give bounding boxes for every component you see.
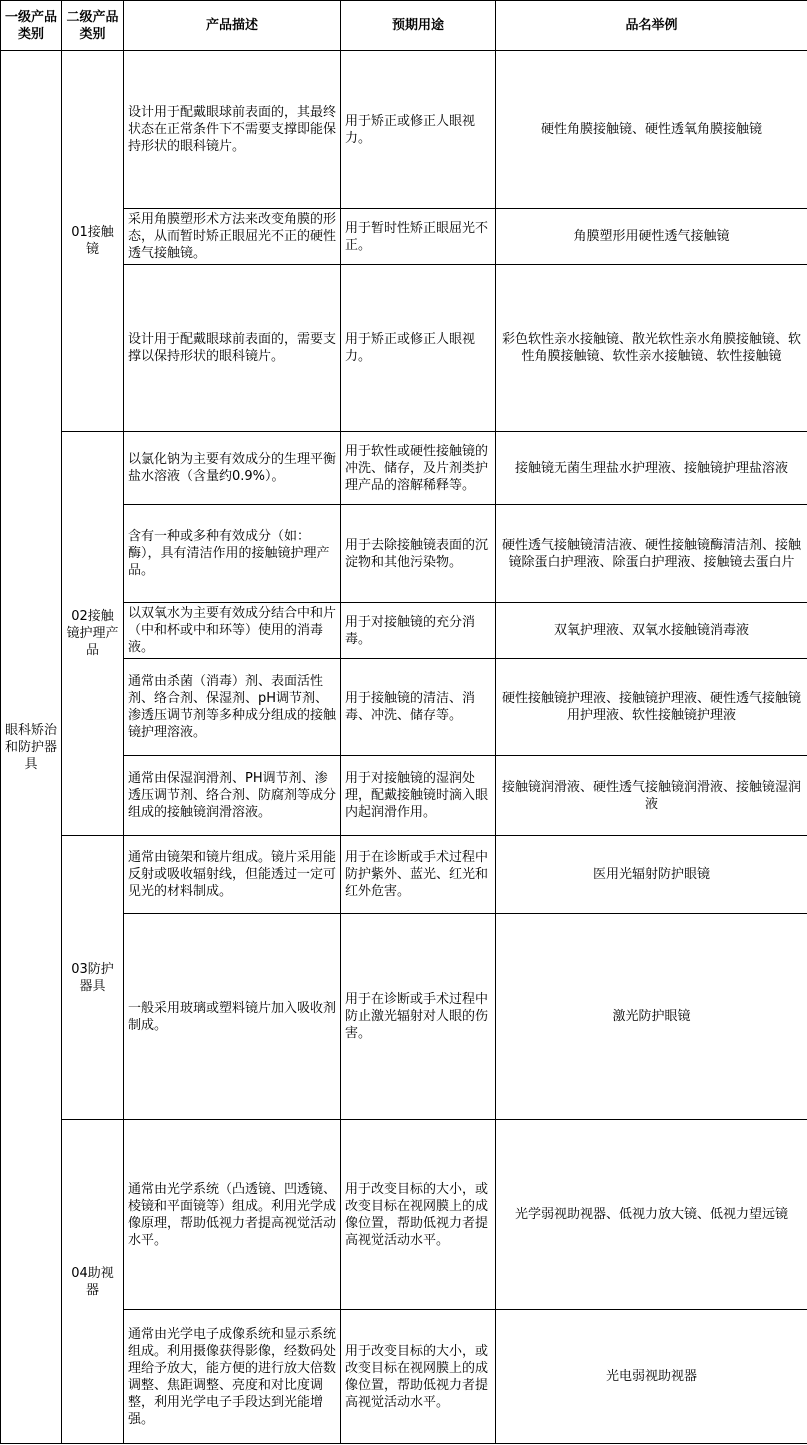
- product-examples: 硬性接触镜护理液、接触镜护理液、硬性透气接触镜用护理液、软性接触镜护理液: [496, 659, 807, 756]
- product-description: 通常由光学系统（凸透镜、凹透镜、棱镜和平面镜等）组成。利用光学成像原理，帮助低视力者提高视觉活动水平。: [124, 1120, 341, 1310]
- intended-use: 用于对接触镜的充分消毒。: [341, 603, 496, 659]
- product-examples: 双氧护理液、双氧水接触镜消毒液: [496, 603, 807, 659]
- level2-category: 02接触镜护理产品: [62, 432, 124, 836]
- product-examples: 光电弱视助视器: [496, 1310, 807, 1444]
- intended-use: 用于软性或硬性接触镜的冲洗、储存，及片剂类护理产品的溶解稀释等。: [341, 432, 496, 505]
- level2-category: 03防护器具: [62, 836, 124, 1120]
- intended-use: 用于去除接触镜表面的沉淀物和其他污染物。: [341, 505, 496, 603]
- intended-use: 用于在诊断或手术过程中防护紫外、蓝光、红光和红外危害。: [341, 836, 496, 914]
- header-level2: 二级产品类别: [62, 1, 124, 51]
- table-row: [1, 836, 807, 914]
- level1-category: 眼科矫治和防护器具: [1, 51, 62, 1444]
- level2-category: 01接触镜: [62, 51, 124, 432]
- product-examples: 角膜塑形用硬性透气接触镜: [496, 209, 807, 265]
- product-description: 以双氧水为主要有效成分结合中和片（中和杯或中和环等）使用的消毒液。: [124, 603, 341, 659]
- header-intended-use: 预期用途: [341, 1, 496, 51]
- intended-use: 用于接触镜的清洁、消毒、冲洗、储存等。: [341, 659, 496, 756]
- product-examples: 彩色软性亲水接触镜、散光软性亲水角膜接触镜、软性角膜接触镜、软性亲水接触镜、软性接触镜: [496, 265, 807, 432]
- product-examples: 激光防护眼镜: [496, 914, 807, 1120]
- table-row: [1, 51, 807, 209]
- product-examples: 光学弱视助视器、低视力放大镜、低视力望远镜: [496, 1120, 807, 1310]
- product-examples: 硬性透气接触镜清洁液、硬性接触镜酶清洁剂、接触镜除蛋白护理液、除蛋白护理液、接触镜去蛋白片: [496, 505, 807, 603]
- header-examples: 品名举例: [496, 1, 807, 51]
- intended-use: 用于矫正或修正人眼视力。: [341, 51, 496, 209]
- intended-use: 用于改变目标的大小，或改变目标在视网膜上的成像位置，帮助低视力者提高视觉活动水平。: [341, 1310, 496, 1444]
- product-examples: 硬性角膜接触镜、硬性透氧角膜接触镜: [496, 51, 807, 209]
- table-row: [1, 1120, 807, 1310]
- product-description: 通常由光学电子成像系统和显示系统组成。利用摄像获得影像，经数码处理给予放大，能方便的进行放大倍数调整、焦距调整、亮度和对比度调整，利用光学电子手段达到光能增强。: [124, 1310, 341, 1444]
- product-description: 设计用于配戴眼球前表面的，其最终状态在正常条件下不需要支撑即能保持形状的眼科镜片。: [124, 51, 341, 209]
- intended-use: 用于对接触镜的湿润处理，配戴接触镜时滴入眼内起润滑作用。: [341, 756, 496, 836]
- header-row: [1, 1, 807, 51]
- product-description: 设计用于配戴眼球前表面的，需要支撑以保持形状的眼科镜片。: [124, 265, 341, 432]
- product-examples: 医用光辐射防护眼镜: [496, 836, 807, 914]
- product-description: 一般采用玻璃或塑料镜片加入吸收剂制成。: [124, 914, 341, 1120]
- product-description: 通常由杀菌（消毒）剂、表面活性剂、络合剂、保湿剂、pH调节剂、渗透压调节剂等多种成分组成的接触镜护理溶液。: [124, 659, 341, 756]
- intended-use: 用于矫正或修正人眼视力。: [341, 265, 496, 432]
- product-examples: 接触镜无菌生理盐水护理液、接触镜护理盐溶液: [496, 432, 807, 505]
- product-examples: 接触镜润滑液、硬性透气接触镜润滑液、接触镜湿润液: [496, 756, 807, 836]
- product-description: 以氯化钠为主要有效成分的生理平衡盐水溶液（含量约0.9%）。: [124, 432, 341, 505]
- product-description: 通常由镜架和镜片组成。镜片采用能反射或吸收辐射线，但能透过一定可见光的材料制成。: [124, 836, 341, 914]
- level2-category: 04助视器: [62, 1120, 124, 1444]
- header-level1: 一级产品类别: [1, 1, 62, 51]
- header-description: 产品描述: [124, 1, 341, 51]
- product-description: 采用角膜塑形术方法来改变角膜的形态，从而暂时矫正眼屈光不正的硬性透气接触镜。: [124, 209, 341, 265]
- intended-use: 用于改变目标的大小，或改变目标在视网膜上的成像位置，帮助低视力者提高视觉活动水平。: [341, 1120, 496, 1310]
- intended-use: 用于暂时性矫正眼屈光不正。: [341, 209, 496, 265]
- product-description: 通常由保湿润滑剂、PH调节剂、渗透压调节剂、络合剂、防腐剂等成分组成的接触镜润滑溶液。: [124, 756, 341, 836]
- table-row: [1, 432, 807, 505]
- intended-use: 用于在诊断或手术过程中防止激光辐射对人眼的伤害。: [341, 914, 496, 1120]
- product-description: 含有一种或多种有效成分（如：酶），具有清洁作用的接触镜护理产品。: [124, 505, 341, 603]
